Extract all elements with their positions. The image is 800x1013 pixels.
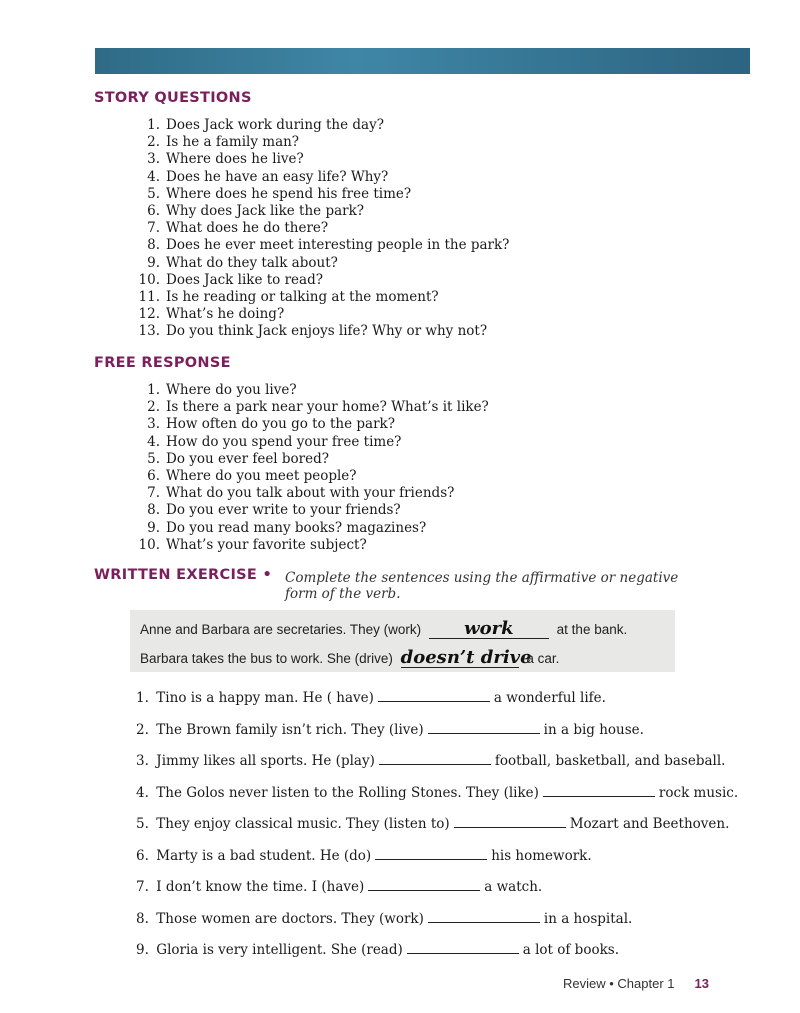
list-item: 3. How often do you go to the park? <box>147 416 395 433</box>
list-item: 8. Do you ever write to your friends? <box>147 502 401 519</box>
page-footer <box>563 976 709 991</box>
answer-blank[interactable] <box>379 754 491 765</box>
handwritten-answer: doesn’t drive <box>400 647 532 668</box>
exercise-item: 9. Gloria is very intelligent. She (read) a lot of books. <box>136 942 619 958</box>
handwritten-answer: work <box>429 620 549 639</box>
answer-blank[interactable] <box>543 786 655 797</box>
list-item: 10. What’s your favorite subject? <box>138 536 367 553</box>
written-exercise-heading: WRITTEN EXERCISE • <box>94 567 273 583</box>
answer-blank[interactable] <box>407 943 519 954</box>
exercise-item: 3. Jimmy likes all sports. He (play) football, basketball, and baseball. <box>136 753 726 769</box>
example-line: Anne and Barbara are secretaries. They (work) work at the bank. <box>140 618 628 639</box>
answer-blank[interactable] <box>428 723 540 734</box>
list-item: 11. Is he reading or talking at the moment? <box>138 289 439 306</box>
exercise-item: 7. I don’t know the time. I (have) a watch. <box>136 879 543 895</box>
story-questions-heading: STORY QUESTIONS <box>94 90 252 106</box>
page-number: 13 <box>694 976 709 991</box>
list-item: 13. Do you think Jack enjoys life? Why or why not? <box>138 323 488 340</box>
exercise-list <box>136 688 738 972</box>
list-item: 10. Does Jack like to read? <box>138 271 323 288</box>
list-item: 9. Do you read many books? magazines? <box>147 519 427 536</box>
written-exercise-instruction: Complete the sentences using the affirmative or negative form of the verb. <box>285 570 679 602</box>
example-box <box>130 610 675 672</box>
exercise-item: 4. The Golos never listen to the Rolling Stones. They (like) rock music. <box>136 784 739 801</box>
exercise-item: 8. Those women are doctors. They (work) in a hospital. <box>136 910 633 927</box>
exercise-item: 6. Marty is a bad student. He (do) his homework. <box>136 847 592 864</box>
list-item: 2. Is he a family man? <box>147 134 300 151</box>
answer-blank[interactable] <box>428 912 540 923</box>
list-item: 8. Does he ever meet interesting people in the park? <box>147 237 510 254</box>
list-item: 9. What do they talk about? <box>147 254 338 271</box>
exercise-item: 2. The Brown family isn’t rich. They (live) in a big house. <box>136 721 644 738</box>
list-item: 5. Do you ever feel bored? <box>147 450 330 467</box>
list-item: 2. Is there a park near your home? What’s it like? <box>147 399 489 416</box>
list-item: 1. Does Jack work during the day? <box>147 117 384 133</box>
list-item: 6. Why does Jack like the park? <box>147 203 365 220</box>
footer-text: Review • Chapter 1 <box>563 976 675 991</box>
list-item: 4. How do you spend your free time? <box>147 433 402 450</box>
exercise-item: 5. They enjoy classical music. They (listen to) Mozart and Beethoven. <box>136 816 730 832</box>
example-line: Barbara takes the bus to work. She (drive) doesn’t drive a car. <box>140 647 560 668</box>
free-response-list <box>136 382 489 554</box>
answer-blank[interactable] <box>378 691 490 702</box>
answer-blank[interactable] <box>454 817 566 828</box>
list-item: 4. Does he have an easy life? Why? <box>147 168 389 185</box>
list-item: 5. Where does he spend his free time? <box>147 185 412 202</box>
story-questions-list <box>136 117 509 341</box>
list-item: 7. What does he do there? <box>147 220 329 237</box>
answer-blank[interactable] <box>368 880 480 891</box>
header-band <box>95 48 750 74</box>
exercise-item: 1. Tino is a happy man. He ( have) a wonderful life. <box>136 690 606 706</box>
free-response-heading: FREE RESPONSE <box>94 355 231 371</box>
list-item: 1. Where do you live? <box>147 382 297 398</box>
list-item: 7. What do you talk about with your friends? <box>147 485 455 502</box>
answer-blank[interactable] <box>375 849 487 860</box>
list-item: 12. What’s he doing? <box>138 306 285 323</box>
list-item: 3. Where does he live? <box>147 151 304 168</box>
list-item: 6. Where do you meet people? <box>147 468 357 485</box>
